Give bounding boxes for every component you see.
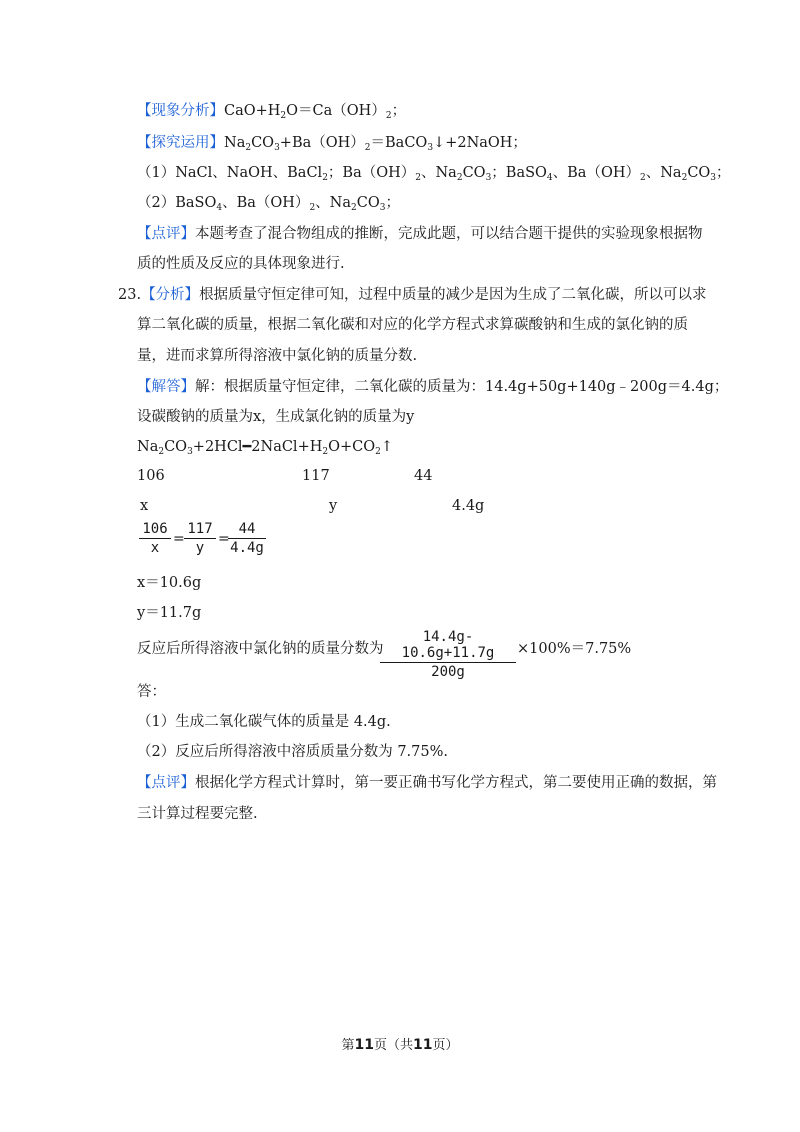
equals-sign-1: = [173, 531, 185, 547]
review-22-line-2: 质的性质及反应的具体现象进行. [137, 256, 345, 272]
mass-value-2: 117 [302, 468, 330, 484]
phenomenon-analysis-line: 【现象分析】$CaO+H_2O=Ca(OH)_2$； [137, 103, 407, 121]
mass-fraction-prefix: 反应后所得溶液中氯化钠的质量分数为 [137, 641, 384, 657]
q23-answer-line-1: 【解答】解：根据质量守恒定律，二氧化碳的质量为：14.4g+50g+140g﹣200g＝4.4g； [137, 379, 729, 395]
case-1-line: （1）NaCl、NaOH、BaCl$_2$；$Ba(OH)_2$、$Na_2CO_3$；BaSO$_4$、$Ba(OH)_2$、$Na_2CO_3$； [137, 165, 731, 183]
review-23-line-2: 三计算过程要完整. [137, 806, 258, 822]
total-page-number: 11 [413, 1037, 433, 1053]
current-page-number: 11 [354, 1037, 374, 1053]
inquiry-application-line: 【探究运用】$Na_2CO_3+Ba(OH)_2=BaCO_3↓+2NaOH$； [137, 135, 527, 153]
y-result: y＝11.7g [137, 605, 202, 621]
proportion-fraction-2: $\frac{117}{y}$ [184, 521, 216, 556]
question-number: 23. [118, 287, 142, 303]
q23-analysis-line-2: 算二氧化碳的质量，根据二氧化碳和对应的化学方程式求算碳酸钠和生成的氯化钠的质 [137, 317, 688, 333]
phenomenon-analysis-tag: 【现象分析】 [137, 103, 224, 119]
final-answer-1: （1）生成二氧化碳气体的质量是 4.4g. [137, 714, 391, 730]
mass-fraction-result: ×100%＝7.75% [517, 641, 632, 657]
review-22-line-1: 【点评】本题考查了混合物组成的推断，完成此题，可以结合题干提供的实验现象根据物 [137, 226, 703, 242]
proportion-fraction-3: $\frac{44}{4.4g}$ [228, 521, 266, 556]
equals-sign-2: = [218, 531, 230, 547]
variable-3: 4.4g [452, 498, 485, 514]
q23-analysis-line-1: 23.【分析】根据质量守恒定律可知，过程中质量的减少是因为生成了二氧化碳，所以可以求 [118, 287, 707, 303]
reaction-equation: $Na_2CO_3+2HCl━2NaCl+H_2O+CO_2↑$ [137, 439, 394, 457]
final-answer-2: （2）反应后所得溶液中溶质质量分数为 7.75%. [137, 744, 449, 760]
proportion-fraction-1: $\frac{106}{x}$ [139, 521, 171, 556]
mass-value-1: 106 [137, 468, 165, 484]
mass-value-3: 44 [414, 468, 433, 484]
page-footer: 第11页（共11页） [341, 1037, 459, 1053]
q23-analysis-line-3: 量，进而求算所得溶液中氯化钠的质量分数. [137, 348, 418, 364]
review-23-line-1: 【点评】根据化学方程式计算时，第一要正确书写化学方程式，第二要使用正确的数据，第 [137, 775, 717, 791]
variable-1: x [140, 498, 149, 514]
q23-answer-line-2: 设碳酸钠的质量为x，生成氯化钠的质量为y [137, 409, 415, 425]
mass-fraction-expression: $\frac{14.4g-10.6g+11.7g}{200g}$ [380, 629, 516, 680]
case-2-line: （2）BaSO$_4$、$Ba(OH)_2$、$Na_2CO_3$； [137, 195, 400, 213]
answer-tag: 【解答】 [137, 379, 195, 395]
answer-label: 答： [137, 684, 166, 700]
review-22-tag: 【点评】 [137, 226, 195, 242]
variable-2: y [329, 498, 338, 514]
inquiry-application-tag: 【探究运用】 [137, 135, 224, 151]
x-result: x＝10.6g [137, 575, 202, 591]
review-23-tag: 【点评】 [137, 775, 195, 791]
analysis-tag: 【分析】 [141, 287, 200, 303]
